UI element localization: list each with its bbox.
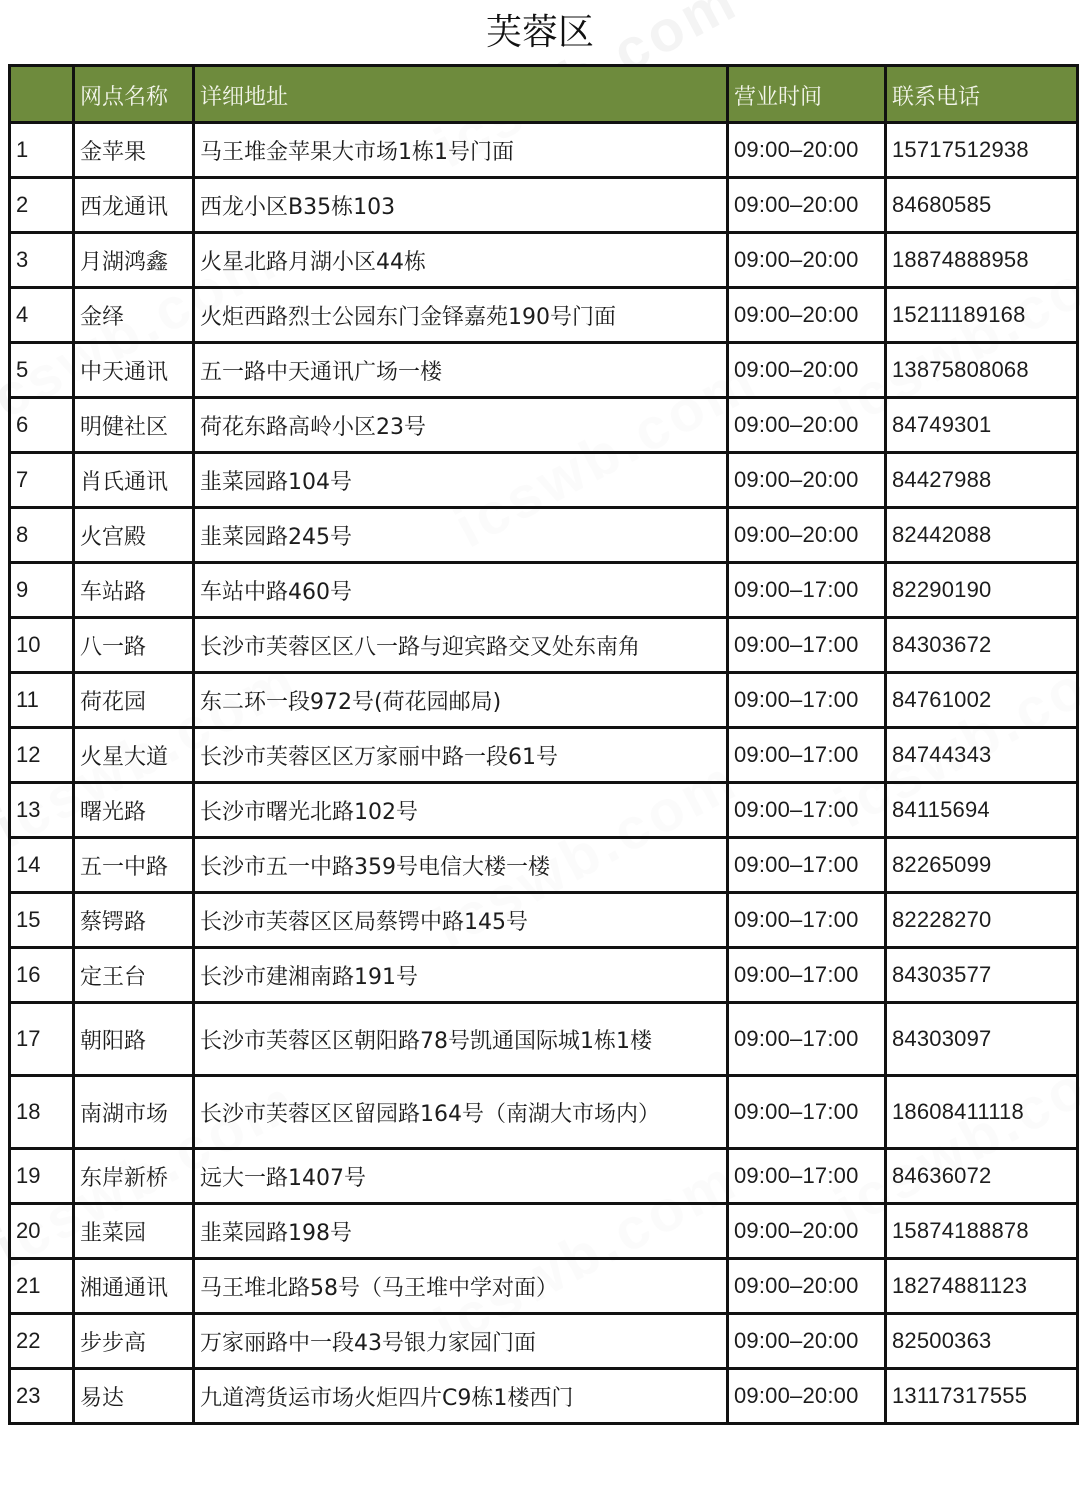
table-row [10,288,1078,343]
row-index: 17 [10,1003,74,1076]
row-index: 6 [10,398,74,453]
site-hours: 09:00–20:00 [728,508,886,563]
site-hours: 09:00–20:00 [728,343,886,398]
row-index: 12 [10,728,74,783]
table-header-row [10,66,1078,123]
site-address: 火星北路月湖小区44栋 [194,233,728,288]
site-phone: 82228270 [886,893,1078,948]
site-name: 金苹果 [74,123,194,178]
site-name: 荷花园 [74,673,194,728]
column-header-address: 详细地址 [194,66,728,123]
row-index: 8 [10,508,74,563]
row-index: 7 [10,453,74,508]
table-row [10,453,1078,508]
table-row [10,123,1078,178]
table-row [10,1369,1078,1424]
site-address: 长沙市芙蓉区区万家丽中路一段61号 [194,728,728,783]
site-address: 长沙市建湘南路191号 [194,948,728,1003]
page-title: 芙蓉区 [485,12,594,53]
row-index: 19 [10,1149,74,1204]
table-row [10,398,1078,453]
site-phone: 13117317555 [886,1369,1078,1424]
site-phone: 84303577 [886,948,1078,1003]
table-row [10,233,1078,288]
site-phone: 18274881123 [886,1259,1078,1314]
site-hours: 09:00–20:00 [728,1259,886,1314]
site-name: 中天通讯 [74,343,194,398]
table-row [10,893,1078,948]
site-name: 曙光路 [74,783,194,838]
site-hours: 09:00–17:00 [728,618,886,673]
site-address: 长沙市芙蓉区区八一路与迎宾路交叉处东南角 [194,618,728,673]
site-phone: 84636072 [886,1149,1078,1204]
table-row [10,673,1078,728]
site-address: 长沙市曙光北路102号 [194,783,728,838]
site-phone: 84303672 [886,618,1078,673]
site-address: 韭菜园路245号 [194,508,728,563]
site-address: 五一路中天通讯广场一楼 [194,343,728,398]
row-index: 16 [10,948,74,1003]
site-hours: 09:00–20:00 [728,1204,886,1259]
table-row [10,1259,1078,1314]
site-address: 火炬西路烈士公园东门金铎嘉苑190号门面 [194,288,728,343]
site-hours: 09:00–17:00 [728,728,886,783]
site-hours: 09:00–17:00 [728,673,886,728]
site-phone: 84761002 [886,673,1078,728]
site-address: 长沙市芙蓉区区局蔡锷中路145号 [194,893,728,948]
table-row [10,343,1078,398]
site-name: 朝阳路 [74,1003,194,1076]
site-phone: 84744343 [886,728,1078,783]
row-index: 3 [10,233,74,288]
row-index: 18 [10,1076,74,1149]
site-name: 车站路 [74,563,194,618]
site-phone: 15717512938 [886,123,1078,178]
site-phone: 84680585 [886,178,1078,233]
site-phone: 82290190 [886,563,1078,618]
site-hours: 09:00–17:00 [728,948,886,1003]
row-index: 4 [10,288,74,343]
site-name: 南湖市场 [74,1076,194,1149]
site-phone: 84303097 [886,1003,1078,1076]
site-address: 长沙市芙蓉区区朝阳路78号凯通国际城1栋1楼 [194,1003,728,1076]
site-hours: 09:00–17:00 [728,893,886,948]
site-name: 肖氏通讯 [74,453,194,508]
site-address: 长沙市五一中路359号电信大楼一楼 [194,838,728,893]
table-row [10,1204,1078,1259]
site-hours: 09:00–20:00 [728,453,886,508]
site-name: 步步高 [74,1314,194,1369]
column-header-index [10,66,74,123]
row-index: 14 [10,838,74,893]
site-hours: 09:00–20:00 [728,233,886,288]
site-name: 明健社区 [74,398,194,453]
table-row [10,1003,1078,1076]
site-hours: 09:00–20:00 [728,178,886,233]
site-address: 东二环一段972号(荷花园邮局) [194,673,728,728]
site-phone: 13875808068 [886,343,1078,398]
site-name: 月湖鸿鑫 [74,233,194,288]
column-header-name: 网点名称 [74,66,194,123]
table-row [10,728,1078,783]
table-row [10,1149,1078,1204]
site-address: 马王堆金苹果大市场1栋1号门面 [194,123,728,178]
site-phone: 18874888958 [886,233,1078,288]
table-row [10,948,1078,1003]
site-address: 马王堆北路58号（马王堆中学对面） [194,1259,728,1314]
site-name: 定王台 [74,948,194,1003]
site-name: 韭菜园 [74,1204,194,1259]
site-name: 湘通通讯 [74,1259,194,1314]
site-hours: 09:00–17:00 [728,1003,886,1076]
column-header-phone: 联系电话 [886,66,1078,123]
column-header-hours: 营业时间 [728,66,886,123]
site-phone: 82500363 [886,1314,1078,1369]
site-phone: 82442088 [886,508,1078,563]
row-index: 10 [10,618,74,673]
table-row [10,618,1078,673]
row-index: 20 [10,1204,74,1259]
row-index: 21 [10,1259,74,1314]
row-index: 1 [10,123,74,178]
table-row [10,1314,1078,1369]
row-index: 15 [10,893,74,948]
site-name: 火宫殿 [74,508,194,563]
row-index: 11 [10,673,74,728]
site-hours: 09:00–17:00 [728,838,886,893]
site-name: 蔡锷路 [74,893,194,948]
table-row [10,783,1078,838]
site-name: 五一中路 [74,838,194,893]
site-phone: 15211189168 [886,288,1078,343]
table-row [10,563,1078,618]
site-hours: 09:00–17:00 [728,1149,886,1204]
site-address: 车站中路460号 [194,563,728,618]
site-address: 韭菜园路198号 [194,1204,728,1259]
site-phone: 82265099 [886,838,1078,893]
site-name: 火星大道 [74,728,194,783]
site-phone: 84749301 [886,398,1078,453]
row-index: 13 [10,783,74,838]
service-sites-table [8,64,1079,1425]
site-name: 东岸新桥 [74,1149,194,1204]
site-address: 远大一路1407号 [194,1149,728,1204]
site-name: 易达 [74,1369,194,1424]
site-hours: 09:00–17:00 [728,563,886,618]
site-address: 长沙市芙蓉区区留园路164号（南湖大市场内） [194,1076,728,1149]
site-address: 九道湾货运市场火炬四片C9栋1楼西门 [194,1369,728,1424]
site-phone: 84427988 [886,453,1078,508]
site-hours: 09:00–20:00 [728,288,886,343]
row-index: 23 [10,1369,74,1424]
table-row [10,178,1078,233]
table-row [10,508,1078,563]
site-address: 韭菜园路104号 [194,453,728,508]
site-phone: 15874188878 [886,1204,1078,1259]
site-name: 金绎 [74,288,194,343]
site-phone: 18608411118 [886,1076,1078,1149]
row-index: 2 [10,178,74,233]
site-hours: 09:00–20:00 [728,123,886,178]
row-index: 5 [10,343,74,398]
table-row [10,1076,1078,1149]
site-hours: 09:00–17:00 [728,783,886,838]
row-index: 9 [10,563,74,618]
site-address: 万家丽路中一段43号银力家园门面 [194,1314,728,1369]
site-hours: 09:00–20:00 [728,398,886,453]
site-hours: 09:00–20:00 [728,1314,886,1369]
site-hours: 09:00–17:00 [728,1076,886,1149]
row-index: 22 [10,1314,74,1369]
table-row [10,838,1078,893]
site-address: 西龙小区B35栋103 [194,178,728,233]
site-address: 荷花东路高岭小区23号 [194,398,728,453]
site-phone: 84115694 [886,783,1078,838]
site-name: 八一路 [74,618,194,673]
site-hours: 09:00–20:00 [728,1369,886,1424]
site-name: 西龙通讯 [74,178,194,233]
